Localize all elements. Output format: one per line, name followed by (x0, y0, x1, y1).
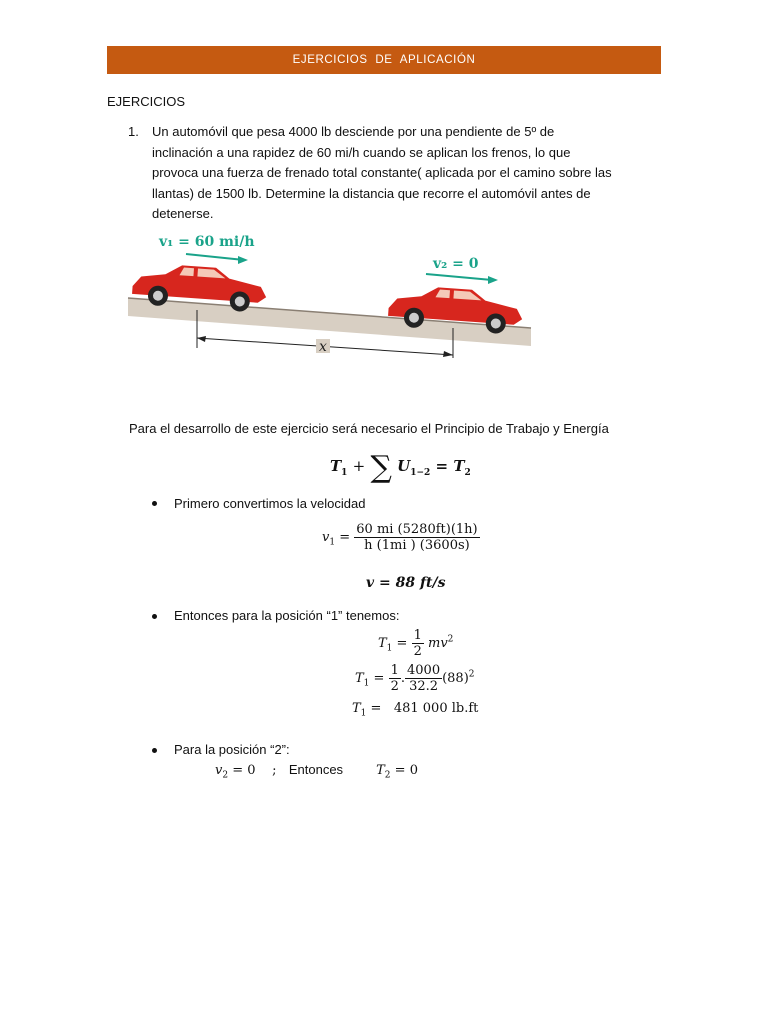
t1-equation-1: $T_1$ = $\frac{1}{2}$ $mv^2$ (378, 628, 454, 659)
position-2-equation: $v_2 = 0$ ; Entonces $T_2 = 0$ (215, 762, 418, 781)
bullet-1-text: Primero convertimos la velocidad (174, 496, 366, 511)
x-arrowhead-left (197, 336, 206, 342)
v1-label: v₁ = 60 mi/h (159, 234, 255, 250)
u-symbol: U (397, 457, 411, 475)
bullet-marker (152, 748, 157, 753)
conversion-denominator: h (1mi ) (3600s) (364, 538, 470, 553)
x-arrowhead-right (443, 351, 453, 357)
section-banner: EJERCICIOS DE APLICACIÓN (107, 46, 661, 74)
t1-result: 481 000 lb.ft (393, 701, 479, 716)
separator: ; (272, 763, 277, 778)
gravity-value: 32.2 (409, 679, 439, 694)
car-slope-figure (126, 228, 536, 358)
bullet-2-text: Entonces para la posición “1” tenemos: (174, 608, 400, 623)
problem-line: llantas) de 1500 lb. Determine la distancia que recorre el automóvil antes de (152, 185, 591, 201)
equals: = (435, 457, 449, 475)
kinetic-energy-expr: mv (428, 636, 448, 651)
bullet-marker (152, 501, 157, 506)
v2-arrow (426, 274, 492, 280)
problem-line: provoca una fuerza de frenado total constante( aplicada por el camino sobre las (152, 165, 612, 180)
problem-number: 1. (128, 124, 139, 139)
intro-text: Para el desarrollo de este ejercicio será necesario el Principio de Trabajo y Energía (129, 421, 609, 436)
v2-arrowhead (488, 276, 498, 284)
problem-line: detenerse. (152, 206, 214, 221)
bullet-marker (152, 614, 157, 619)
problem-statement (152, 122, 661, 225)
x-label: x (319, 339, 327, 355)
t2-symbol: T (453, 457, 465, 475)
v2-label: v₂ = 0 (433, 256, 479, 272)
problem-line: inclinación a una rapidez de 60 mi/h cuando se aplican los frenos, lo que (152, 144, 571, 160)
exercises-heading: EJERCICIOS (107, 94, 186, 109)
conversion-numerator: 60 mi (5280ft)(1h) (356, 522, 478, 537)
velocity-conversion: $v_1$ = $\frac{60 mi (5280ft)(1h)}{h (1mi ) (3600s)}$ (322, 522, 478, 553)
bullet-3-text: Para la posición “2”: (174, 742, 290, 757)
then-word: Entonces (288, 762, 344, 777)
problem-line: Un automóvil que pesa 4000 lb desciende por una pendiente de 5º de (152, 124, 555, 139)
work-energy-equation: $T_1$ + ∑ $U_{1-2} = T_2$ (330, 450, 471, 485)
t1-symbol: T (330, 457, 342, 475)
v2-value: = 0 (232, 763, 256, 778)
sum-symbol: ∑ (370, 450, 392, 485)
t1-equation-2: $T_1$ = $\frac{1}{2}$ . $\frac{4000}{32.2}$ $(88)^2$ (355, 663, 475, 694)
v1-lhs: v (322, 530, 330, 545)
v1-arrow (186, 254, 244, 260)
t2-value: = 0 (394, 763, 418, 778)
velocity-squared: (88) (442, 671, 469, 686)
weight-value: 4000 (407, 663, 441, 678)
velocity-result: v = 88 ft/s (366, 575, 446, 591)
t1-equation-3: $T_1 = 481$ 000 lb.ft (352, 701, 479, 719)
u-subscript: 1−2 (410, 468, 431, 478)
v1-arrowhead (238, 256, 248, 264)
